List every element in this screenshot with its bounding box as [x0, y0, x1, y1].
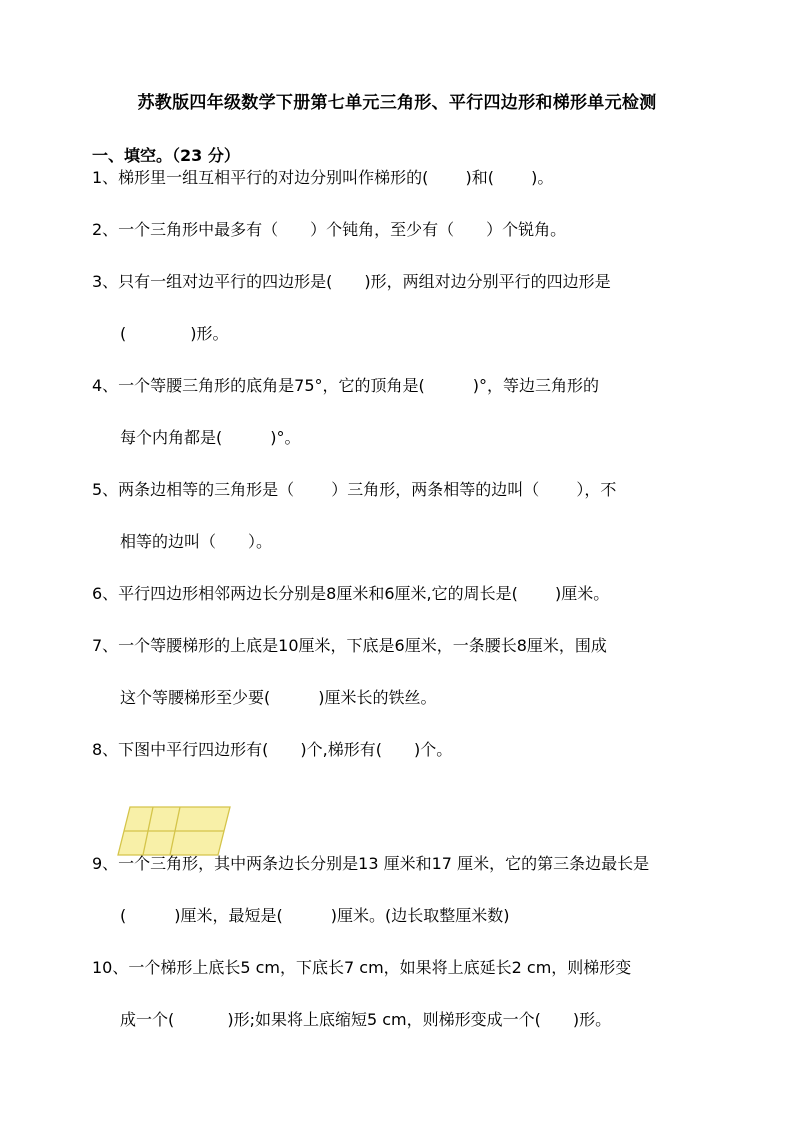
question-5-line-1: 5、两条边相等的三角形是（ ）三角形，两条相等的边叫（ ），不: [92, 480, 617, 499]
document-title: 苏教版四年级数学下册第七单元三角形、平行四边形和梯形单元检测: [137, 93, 657, 113]
question-8: 8、下图中平行四边形有( )个,梯形有( )个。: [92, 740, 453, 759]
question-10-line-1: 10、一个梯形上底长5 cm，下底长7 cm，如果将上底延长2 cm，则梯形变: [92, 958, 632, 977]
question-10-line-2: 成一个( )形;如果将上底缩短5 cm，则梯形变成一个( )形。: [120, 1010, 612, 1029]
question-7-line-1: 7、一个等腰梯形的上底是10厘米，下底是6厘米，一条腰长8厘米，围成: [92, 636, 607, 655]
question-3-line-2: ( )形。: [120, 324, 229, 343]
question-7-line-2: 这个等腰梯形至少要( )厘米长的铁丝。: [120, 688, 437, 707]
question-6: 6、平行四边形相邻两边长分别是8厘米和6厘米,它的周长是( )厘米。: [92, 584, 610, 603]
section-heading: 一、填空。（23 分）: [92, 146, 240, 165]
question-3-line-1: 3、只有一组对边平行的四边形是( )形，两组对边分别平行的四边形是: [92, 272, 611, 291]
question-4-line-2: 每个内角都是( )°。: [120, 428, 301, 447]
question-9-line-1: 9、一个三角形，其中两条边长分别是13 厘米和17 厘米，它的第三条边最长是: [92, 854, 650, 873]
question-9-line-2: ( )厘米，最短是( )厘米。(边长取整厘米数): [120, 906, 510, 925]
question-5-line-2: 相等的边叫（ ）。: [120, 532, 273, 551]
question-1: 1、梯形里一组互相平行的对边分别叫作梯形的( )和( )。: [92, 168, 554, 187]
question-2: 2、一个三角形中最多有（ ）个钝角，至少有（ ）个锐角。: [92, 220, 567, 239]
parallelogram-figure: [116, 805, 232, 857]
question-4-line-1: 4、一个等腰三角形的底角是75°，它的顶角是( )°，等边三角形的: [92, 376, 600, 395]
